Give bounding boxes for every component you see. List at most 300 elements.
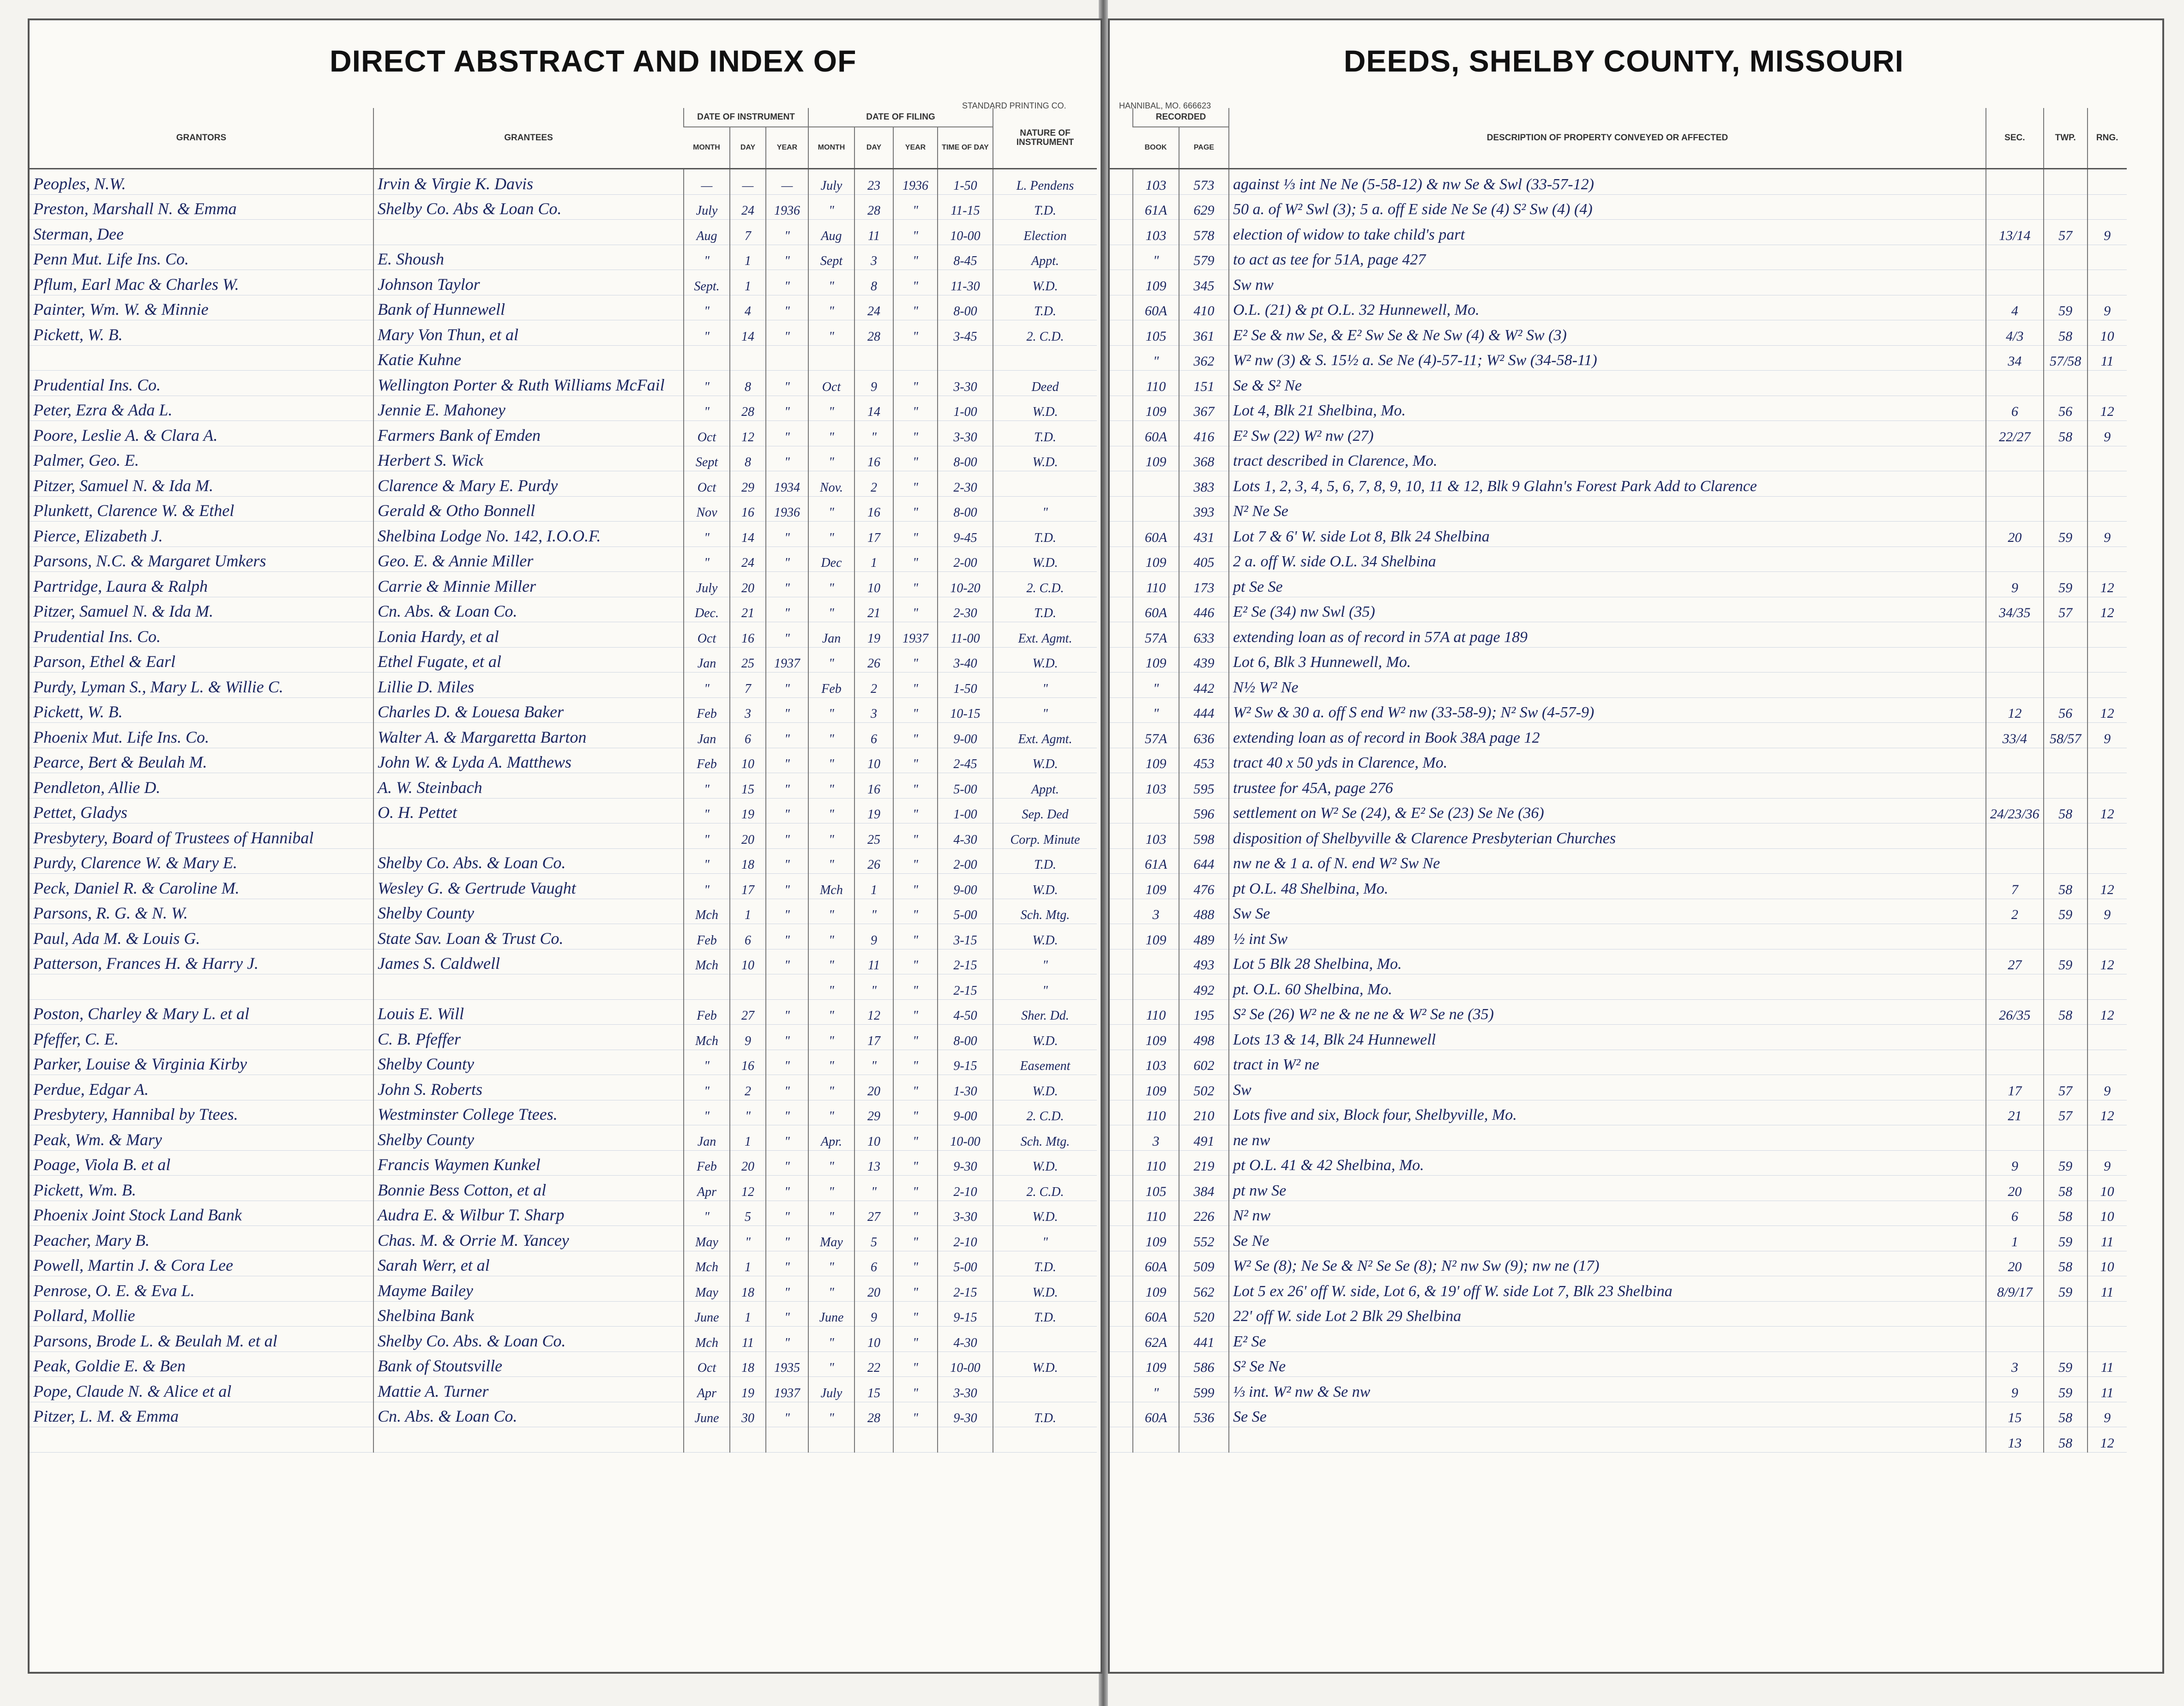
filing-year-cell: " xyxy=(893,673,938,698)
inst-day-cell: 17 xyxy=(730,874,766,899)
sec-cell xyxy=(1986,1050,2044,1075)
ledger-row-right xyxy=(1110,1050,2127,1075)
spacer-cell xyxy=(1110,1352,1133,1377)
nature-cell: L. Pendens xyxy=(993,169,1097,195)
description-cell: Sw Se xyxy=(1229,899,1986,924)
spacer-cell xyxy=(1110,169,1133,195)
twp-cell: 57 xyxy=(2044,597,2088,622)
book-cell: 60A xyxy=(1133,1402,1179,1427)
nature-cell: W.D. xyxy=(993,1352,1097,1377)
spacer-cell xyxy=(1110,798,1133,823)
ledger-row-right xyxy=(1110,1125,2127,1151)
inst-month-cell: Sept. xyxy=(684,270,730,295)
sec-cell: 27 xyxy=(1986,949,2044,974)
grantor-grantee-table xyxy=(30,108,1097,1453)
inst-month-cell: " xyxy=(684,673,730,698)
filing-time-cell: 2-15 xyxy=(938,974,993,1000)
book-cell: 109 xyxy=(1133,1025,1179,1050)
col-grantees: GRANTEES xyxy=(373,108,684,169)
page-cell: 431 xyxy=(1179,522,1229,547)
grantor-cell: Phoenix Joint Stock Land Bank xyxy=(30,1201,373,1226)
inst-day-cell: 7 xyxy=(730,220,766,245)
filing-month-cell: " xyxy=(808,320,854,346)
book-cell: 110 xyxy=(1133,572,1179,597)
twp-cell xyxy=(2044,446,2088,471)
grantor-cell: Peck, Daniel R. & Caroline M. xyxy=(30,874,373,899)
page-cell: 536 xyxy=(1179,1402,1229,1427)
ledger-row xyxy=(30,1150,1097,1176)
filing-time-cell: 3-30 xyxy=(938,1377,993,1402)
sec-cell: 20 xyxy=(1986,522,2044,547)
grantee-cell: Charles D. & Louesa Baker xyxy=(373,697,684,723)
description-cell: Se & S² Ne xyxy=(1229,371,1986,396)
inst-month-cell: Feb xyxy=(684,748,730,773)
filing-year-cell: " xyxy=(893,647,938,673)
nature-cell: " xyxy=(993,697,1097,723)
nature-cell: T.D. xyxy=(993,194,1097,220)
inst-day-cell: 25 xyxy=(730,647,766,673)
nature-cell xyxy=(993,1327,1097,1352)
filing-time-cell: 8-45 xyxy=(938,245,993,270)
filing-day-cell: 5 xyxy=(854,1226,893,1251)
inst-month-cell: Aug xyxy=(684,220,730,245)
ledger-row-right xyxy=(1110,1176,2127,1201)
inst-year-cell: " xyxy=(766,899,808,924)
spacer-cell xyxy=(1110,974,1133,1000)
ledger-row xyxy=(30,1176,1097,1201)
grantee-cell: Westminster College Ttees. xyxy=(373,1100,684,1125)
spacer-cell xyxy=(1110,999,1133,1025)
filing-month-cell: " xyxy=(808,974,854,1000)
ledger-row-right xyxy=(1110,723,2127,748)
nature-cell: W.D. xyxy=(993,1276,1097,1302)
filing-year-cell: " xyxy=(893,1201,938,1226)
filing-time-cell: 3-45 xyxy=(938,320,993,346)
grantee-cell: Shelby County xyxy=(373,1050,684,1075)
page-cell: 552 xyxy=(1179,1226,1229,1251)
rng-cell: 9 xyxy=(2088,522,2127,547)
description-cell: pt O.L. 48 Shelbina, Mo. xyxy=(1229,874,1986,899)
spacer-cell xyxy=(1110,220,1133,245)
ledger-row-right xyxy=(1110,471,2127,497)
filing-day-cell: 29 xyxy=(854,1100,893,1125)
nature-cell: Sep. Ded xyxy=(993,798,1097,823)
rng-cell: 12 xyxy=(2088,1427,2127,1453)
description-cell: W² nw (3) & S. 15½ a. Se Ne (4)-57-11; W² Sw (34-58-11) xyxy=(1229,345,1986,371)
twp-cell: 56 xyxy=(2044,396,2088,421)
ledger-row xyxy=(30,572,1097,597)
spacer-cell xyxy=(1110,1301,1133,1327)
filing-month-cell: " xyxy=(808,270,854,295)
inst-year-cell: " xyxy=(766,848,808,874)
book-cell: 61A xyxy=(1133,848,1179,874)
filing-year-cell: " xyxy=(893,1327,938,1352)
book-cell: 60A xyxy=(1133,522,1179,547)
filing-year-cell: " xyxy=(893,1251,938,1276)
sec-cell xyxy=(1986,622,2044,648)
ledger-row-right xyxy=(1110,1150,2127,1176)
filing-day-cell: 9 xyxy=(854,924,893,949)
filing-month-cell: " xyxy=(808,1201,854,1226)
ledger-row-right xyxy=(1110,245,2127,270)
nature-cell: Appt. xyxy=(993,245,1097,270)
inst-day-cell: 5 xyxy=(730,1201,766,1226)
grantee-cell: Shelby County xyxy=(373,1125,684,1151)
inst-year-cell: — xyxy=(766,169,808,195)
filing-time-cell: 2-45 xyxy=(938,748,993,773)
spacer-cell xyxy=(1110,295,1133,320)
filing-day-cell: 17 xyxy=(854,1025,893,1050)
description-cell: pt nw Se xyxy=(1229,1176,1986,1201)
ledger-row xyxy=(30,245,1097,270)
grantor-cell: Phoenix Mut. Life Ins. Co. xyxy=(30,723,373,748)
nature-cell: W.D. xyxy=(993,396,1097,421)
twp-cell xyxy=(2044,270,2088,295)
inst-year-cell: " xyxy=(766,371,808,396)
ledger-row-right xyxy=(1110,371,2127,396)
description-cell: 2 a. off W. side O.L. 34 Shelbina xyxy=(1229,547,1986,572)
ledger-row-right xyxy=(1110,345,2127,371)
filing-day-cell: 28 xyxy=(854,194,893,220)
grantor-cell: Pickett, W. B. xyxy=(30,320,373,346)
rng-cell xyxy=(2088,1327,2127,1352)
ledger-row xyxy=(30,1050,1097,1075)
inst-month-cell: " xyxy=(684,823,730,849)
sec-cell: 6 xyxy=(1986,1201,2044,1226)
rng-cell xyxy=(2088,245,2127,270)
filing-month-cell: Apr. xyxy=(808,1125,854,1151)
rng-cell: 12 xyxy=(2088,874,2127,899)
ledger-row xyxy=(30,748,1097,773)
filing-month-cell: " xyxy=(808,924,854,949)
filing-time-cell: 2-30 xyxy=(938,597,993,622)
filing-time-cell: 8-00 xyxy=(938,295,993,320)
grantee-cell: Lillie D. Miles xyxy=(373,673,684,698)
description-cell: E² Sw (22) W² nw (27) xyxy=(1229,421,1986,446)
ledger-row-right xyxy=(1110,848,2127,874)
grantor-cell: Pfeffer, C. E. xyxy=(30,1025,373,1050)
inst-day-cell: 14 xyxy=(730,522,766,547)
filing-month-cell: " xyxy=(808,1025,854,1050)
filing-month-cell: July xyxy=(808,1377,854,1402)
spacer-cell xyxy=(1110,345,1133,371)
grantor-cell: Purdy, Lyman S., Mary L. & Willie C. xyxy=(30,673,373,698)
filing-day-cell: 16 xyxy=(854,446,893,471)
page-cell: 173 xyxy=(1179,572,1229,597)
filing-month-cell: July xyxy=(808,169,854,195)
inst-year-cell: " xyxy=(766,295,808,320)
filing-day-cell: 17 xyxy=(854,522,893,547)
book-cell: 60A xyxy=(1133,1301,1179,1327)
inst-month-cell: May xyxy=(684,1276,730,1302)
nature-cell: W.D. xyxy=(993,1150,1097,1176)
grantee-cell: Irvin & Virgie K. Davis xyxy=(373,169,684,195)
spacer-cell xyxy=(1110,270,1133,295)
printer-mark: STANDARD PRINTING CO. xyxy=(962,101,1066,110)
filing-month-cell: " xyxy=(808,1100,854,1125)
nature-cell: " xyxy=(993,1226,1097,1251)
inst-month-cell: June xyxy=(684,1301,730,1327)
filing-day-cell: 24 xyxy=(854,295,893,320)
book-cell: 103 xyxy=(1133,823,1179,849)
ledger-row xyxy=(30,1352,1097,1377)
sec-cell: 13/14 xyxy=(1986,220,2044,245)
filing-year-cell: 1936 xyxy=(893,169,938,195)
inst-day-cell: 12 xyxy=(730,1176,766,1201)
ledger-row-right xyxy=(1110,496,2127,522)
twp-cell: 59 xyxy=(2044,899,2088,924)
ledger-row-right xyxy=(1110,899,2127,924)
sec-cell: 3 xyxy=(1986,1352,2044,1377)
inst-month-cell: Oct xyxy=(684,471,730,497)
filing-month-cell: Jan xyxy=(808,622,854,648)
printer-mark-right: HANNIBAL, MO. 666623 xyxy=(1119,101,1211,110)
inst-month-cell: " xyxy=(684,1201,730,1226)
inst-month-cell: " xyxy=(684,848,730,874)
grantee-cell: Shelby County xyxy=(373,899,684,924)
inst-year-cell: " xyxy=(766,547,808,572)
nature-cell: W.D. xyxy=(993,270,1097,295)
rng-cell: 10 xyxy=(2088,1176,2127,1201)
filing-month-cell: " xyxy=(808,1251,854,1276)
inst-day-cell: 7 xyxy=(730,673,766,698)
filing-month-cell: " xyxy=(808,1050,854,1075)
filing-month-cell: " xyxy=(808,949,854,974)
filing-month-cell: " xyxy=(808,823,854,849)
spacer-cell xyxy=(1110,547,1133,572)
description-cell: disposition of Shelbyville & Clarence Presbyterian Churches xyxy=(1229,823,1986,849)
sec-cell xyxy=(1986,270,2044,295)
ledger-row xyxy=(30,220,1097,245)
filing-time-cell: 3-30 xyxy=(938,371,993,396)
filing-month-cell: " xyxy=(808,194,854,220)
rng-cell: 12 xyxy=(2088,949,2127,974)
grantor-cell: Presbytery, Board of Trustees of Hannibal xyxy=(30,823,373,849)
nature-cell: T.D. xyxy=(993,522,1097,547)
inst-day-cell xyxy=(730,1427,766,1453)
book-cell: 109 xyxy=(1133,1226,1179,1251)
grantor-cell: Peak, Goldie E. & Ben xyxy=(30,1352,373,1377)
sec-cell xyxy=(1986,1025,2044,1050)
book-cell xyxy=(1133,1427,1179,1453)
spacer-cell xyxy=(1110,396,1133,421)
filing-year-cell: " xyxy=(893,1176,938,1201)
twp-cell: 58/57 xyxy=(2044,723,2088,748)
inst-month-cell: " xyxy=(684,371,730,396)
spacer-cell xyxy=(1110,1025,1133,1050)
nature-cell: 2. C.D. xyxy=(993,320,1097,346)
filing-time-cell: 2-00 xyxy=(938,848,993,874)
book-cell: 62A xyxy=(1133,1327,1179,1352)
rng-cell xyxy=(2088,748,2127,773)
description-cell: N² nw xyxy=(1229,1201,1986,1226)
filing-day-cell: 8 xyxy=(854,270,893,295)
sec-cell xyxy=(1986,823,2044,849)
col-twp: TWP. xyxy=(2044,108,2088,169)
filing-year-cell: " xyxy=(893,220,938,245)
inst-day-cell: 1 xyxy=(730,245,766,270)
sec-cell xyxy=(1986,647,2044,673)
inst-month-cell: July xyxy=(684,194,730,220)
spacer-cell xyxy=(1110,496,1133,522)
description-cell: Lots 13 & 14, Blk 24 Hunnewell xyxy=(1229,1025,1986,1050)
grantee-cell: Mattie A. Turner xyxy=(373,1377,684,1402)
filing-month-cell: " xyxy=(808,1075,854,1100)
filing-time-cell: 9-45 xyxy=(938,522,993,547)
book-cell: 60A xyxy=(1133,1251,1179,1276)
nature-cell: Election xyxy=(993,220,1097,245)
ledger-row xyxy=(30,194,1097,220)
rng-cell xyxy=(2088,496,2127,522)
rng-cell xyxy=(2088,1301,2127,1327)
filing-time-cell: 11-30 xyxy=(938,270,993,295)
ledger-row-right xyxy=(1110,295,2127,320)
ledger-row xyxy=(30,371,1097,396)
filing-year-cell: " xyxy=(893,194,938,220)
filing-time-cell: 9-15 xyxy=(938,1301,993,1327)
rng-cell xyxy=(2088,471,2127,497)
twp-cell xyxy=(2044,194,2088,220)
ledger-row xyxy=(30,974,1097,1000)
filing-day-cell: 10 xyxy=(854,1125,893,1151)
filing-year-cell: " xyxy=(893,748,938,773)
filing-day-cell: 9 xyxy=(854,371,893,396)
twp-cell xyxy=(2044,748,2088,773)
sec-cell: 20 xyxy=(1986,1251,2044,1276)
grantee-cell: Farmers Bank of Emden xyxy=(373,421,684,446)
spacer-cell xyxy=(1110,874,1133,899)
twp-cell xyxy=(2044,848,2088,874)
ledger-row-right xyxy=(1110,974,2127,1000)
col-nature: NATURE OF INSTRUMENT xyxy=(993,108,1097,169)
twp-cell xyxy=(2044,1025,2088,1050)
inst-day-cell: " xyxy=(730,1100,766,1125)
grantor-cell: Poore, Leslie A. & Clara A. xyxy=(30,421,373,446)
filing-month-cell: " xyxy=(808,748,854,773)
filing-day-cell xyxy=(854,1427,893,1453)
filing-year-cell: " xyxy=(893,874,938,899)
inst-month-cell: " xyxy=(684,874,730,899)
filing-month-cell: " xyxy=(808,421,854,446)
nature-cell: T.D. xyxy=(993,1402,1097,1427)
twp-cell xyxy=(2044,1050,2088,1075)
ledger-row xyxy=(30,622,1097,648)
description-cell: tract described in Clarence, Mo. xyxy=(1229,446,1986,471)
filing-year-cell: " xyxy=(893,1301,938,1327)
ledger-row xyxy=(30,169,1097,195)
ledger-row-right xyxy=(1110,270,2127,295)
filing-year-cell: " xyxy=(893,1100,938,1125)
ledger-row xyxy=(30,999,1097,1025)
inst-day-cell: 16 xyxy=(730,622,766,648)
nature-cell: T.D. xyxy=(993,421,1097,446)
book-cell: 110 xyxy=(1133,1150,1179,1176)
filing-month-cell: " xyxy=(808,848,854,874)
filing-time-cell: 9-15 xyxy=(938,1050,993,1075)
description-cell: pt O.L. 41 & 42 Shelbina, Mo. xyxy=(1229,1150,1986,1176)
filing-time-cell: 3-30 xyxy=(938,1201,993,1226)
twp-cell: 59 xyxy=(2044,1150,2088,1176)
inst-year-cell: " xyxy=(766,874,808,899)
filing-year-cell: " xyxy=(893,773,938,799)
grantee-cell: John W. & Lyda A. Matthews xyxy=(373,748,684,773)
ledger-row xyxy=(30,924,1097,949)
inst-day-cell: 24 xyxy=(730,547,766,572)
grantor-cell: Pollard, Mollie xyxy=(30,1301,373,1327)
page-cell: 345 xyxy=(1179,270,1229,295)
filing-day-cell: 10 xyxy=(854,572,893,597)
page-cell: 476 xyxy=(1179,874,1229,899)
grantor-cell: Palmer, Geo. E. xyxy=(30,446,373,471)
filing-day-cell: 19 xyxy=(854,622,893,648)
grantee-cell: Wellington Porter & Ruth Williams McFail xyxy=(373,371,684,396)
filing-time-cell: 9-30 xyxy=(938,1150,993,1176)
rng-cell xyxy=(2088,547,2127,572)
filing-month-cell: " xyxy=(808,647,854,673)
book-cell: 109 xyxy=(1133,748,1179,773)
filing-month-cell: " xyxy=(808,899,854,924)
spacer-cell xyxy=(1110,1427,1133,1453)
twp-cell xyxy=(2044,245,2088,270)
inst-day-cell: 14 xyxy=(730,320,766,346)
spacer-cell xyxy=(1110,773,1133,799)
rng-cell: 9 xyxy=(2088,421,2127,446)
spacer-cell xyxy=(1110,245,1133,270)
ledger-row xyxy=(30,1276,1097,1302)
page-cell: 492 xyxy=(1179,974,1229,1000)
filing-year-cell: " xyxy=(893,999,938,1025)
nature-cell: 2. C.D. xyxy=(993,1100,1097,1125)
grantor-cell: Peoples, N.W. xyxy=(30,169,373,195)
col-grantors: GRANTORS xyxy=(30,108,373,169)
description-cell: 22' off W. side Lot 2 Blk 29 Shelbina xyxy=(1229,1301,1986,1327)
filing-month-cell: " xyxy=(808,396,854,421)
inst-day-cell: 3 xyxy=(730,697,766,723)
grantee-cell: Louis E. Will xyxy=(373,999,684,1025)
page-cell: 210 xyxy=(1179,1100,1229,1125)
ledger-row-right xyxy=(1110,1352,2127,1377)
filing-year-cell: " xyxy=(893,697,938,723)
grantor-cell: Parson, Ethel & Earl xyxy=(30,647,373,673)
inst-month-cell: Mch xyxy=(684,1327,730,1352)
grantee-cell: Bank of Stoutsville xyxy=(373,1352,684,1377)
ledger-row xyxy=(30,899,1097,924)
book-cell: 103 xyxy=(1133,169,1179,195)
inst-day-cell: 15 xyxy=(730,773,766,799)
spacer-cell xyxy=(1110,949,1133,974)
nature-cell: W.D. xyxy=(993,547,1097,572)
grantee-cell: A. W. Steinbach xyxy=(373,773,684,799)
inst-month-cell: Feb xyxy=(684,924,730,949)
description-cell: Lot 7 & 6' W. side Lot 8, Blk 24 Shelbina xyxy=(1229,522,1986,547)
page-cell xyxy=(1179,1427,1229,1453)
description-cell: tract in W² ne xyxy=(1229,1050,1986,1075)
spacer-cell xyxy=(1110,572,1133,597)
grantee-cell xyxy=(373,974,684,1000)
ledger-row xyxy=(30,1201,1097,1226)
page-cell: 562 xyxy=(1179,1276,1229,1302)
nature-cell: Sch. Mtg. xyxy=(993,899,1097,924)
grantee-cell: John S. Roberts xyxy=(373,1075,684,1100)
col-filing-day: DAY xyxy=(854,127,893,169)
rng-cell xyxy=(2088,1125,2127,1151)
ledger-row xyxy=(30,848,1097,874)
grantee-cell: Geo. E. & Annie Miller xyxy=(373,547,684,572)
inst-year-cell: " xyxy=(766,446,808,471)
nature-cell: W.D. xyxy=(993,924,1097,949)
inst-year-cell: " xyxy=(766,1276,808,1302)
inst-year-cell: " xyxy=(766,320,808,346)
